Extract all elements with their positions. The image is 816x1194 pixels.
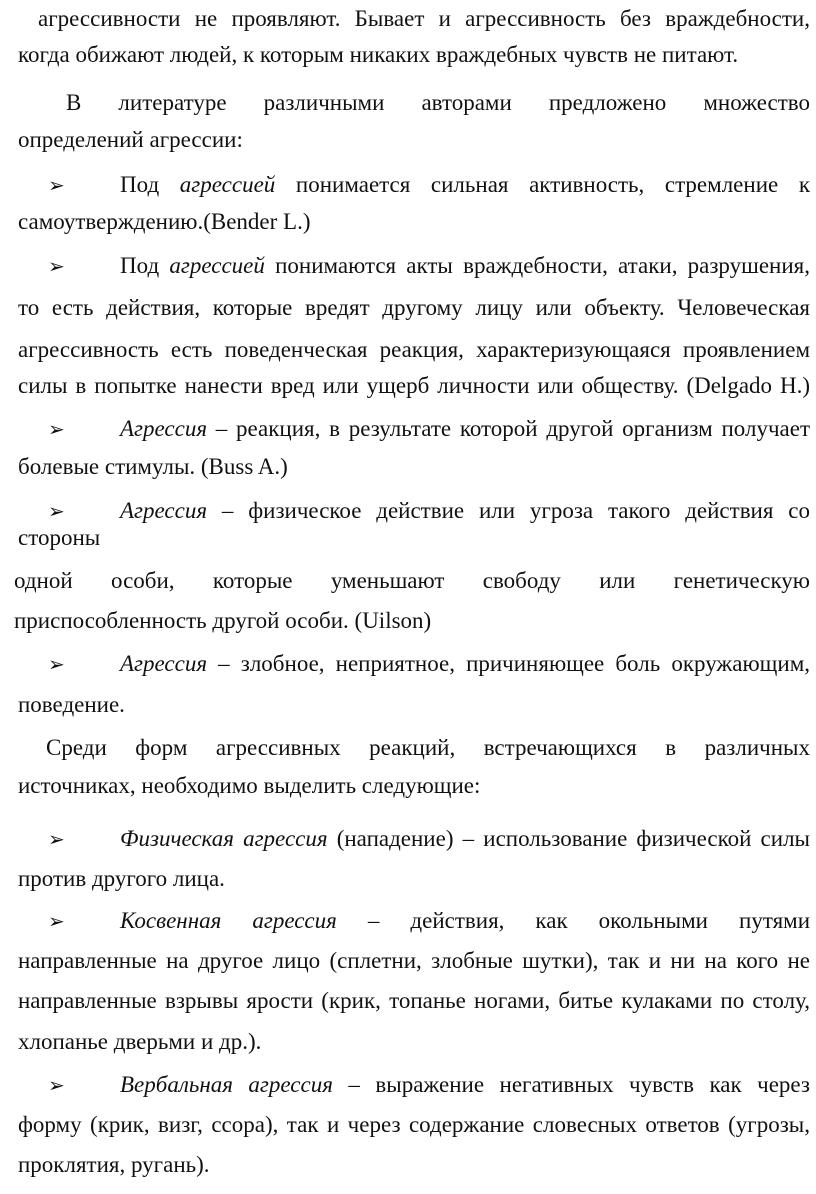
list-item-line: Физическая агрессия (нападение) – использование физической силы <box>120 826 810 851</box>
list-item-line: форму (крик, визг, ссора), так и через содержание словесных ответов (угрозы, <box>18 1112 810 1137</box>
arrow-bullet-icon: ➢ <box>48 499 65 523</box>
list-item-line: одной особи, которые уменьшают свободу или генетическую <box>14 568 810 593</box>
list-item-line: самоутверждению.(Bender L.) <box>18 209 311 234</box>
paragraph-line: когда обижают людей, к которым никаких враждебных чувств не питают. <box>18 42 739 67</box>
list-item-line: агрессивность есть поведенческая реакция, характеризующаяся проявлением <box>18 337 810 362</box>
list-item-line: Вербальная агрессия – выражение негативных чувств как через <box>120 1072 810 1097</box>
list-item-line: Под агрессией понимаются акты враждебности, атаки, разрушения, <box>120 253 810 278</box>
paragraph-line: Среди форм агрессивных реакций, встречающихся в различных <box>46 735 810 760</box>
arrow-bullet-icon: ➢ <box>48 652 65 676</box>
arrow-bullet-icon: ➢ <box>48 417 65 441</box>
arrow-bullet-icon: ➢ <box>48 173 65 197</box>
list-item-line: Косвенная агрессия – действия, как окольными путями <box>120 908 811 933</box>
paragraph-line: определений агрессии: <box>18 127 243 152</box>
list-item-line: против другого лица. <box>18 866 225 891</box>
list-item-line: болевые стимулы. (Buss A.) <box>18 454 288 479</box>
list-item-line: Агрессия – реакция, в результате которой другой организм получает <box>120 416 810 441</box>
list-item-line: Агрессия – физическое действие или угроза такого действия со <box>120 498 810 523</box>
list-item-line: то есть действия, которые вредят другому лицу или объекту. Человеческая <box>18 295 810 320</box>
list-item-line: Агрессия – злобное, неприятное, причиняющее боль окружающим, <box>120 651 810 676</box>
list-item-line: направленные взрывы ярости (крик, топанье ногами, битье кулаками по столу, <box>18 988 810 1013</box>
paragraph-line: В литературе различными авторами предложено множество <box>66 90 810 115</box>
list-item-line: проклятия, ругань). <box>18 1152 210 1177</box>
paragraph-line: агрессивности не проявляют. Бывает и агрессивность без враждебности, <box>38 6 810 31</box>
arrow-bullet-icon: ➢ <box>48 909 65 933</box>
list-item-line: хлопанье дверьми и др.). <box>18 1029 262 1054</box>
list-item-line: направленные на другое лицо (сплетни, злобные шутки), так и ни на кого не <box>18 948 810 973</box>
arrow-bullet-icon: ➢ <box>48 254 65 278</box>
list-item-line: приспособленность другой особи. (Uilson) <box>14 608 432 633</box>
paragraph-line: источниках, необходимо выделить следующие: <box>18 773 481 798</box>
list-item-line: силы в попытке нанести вред или ущерб личности или обществу. (Delgado H.) <box>18 373 810 398</box>
list-item-line: Под агрессией понимается сильная активность, стремление к <box>120 172 811 197</box>
arrow-bullet-icon: ➢ <box>48 1073 65 1097</box>
list-item-line: поведение. <box>18 692 125 717</box>
list-item-line: стороны <box>18 525 101 550</box>
arrow-bullet-icon: ➢ <box>48 827 65 851</box>
